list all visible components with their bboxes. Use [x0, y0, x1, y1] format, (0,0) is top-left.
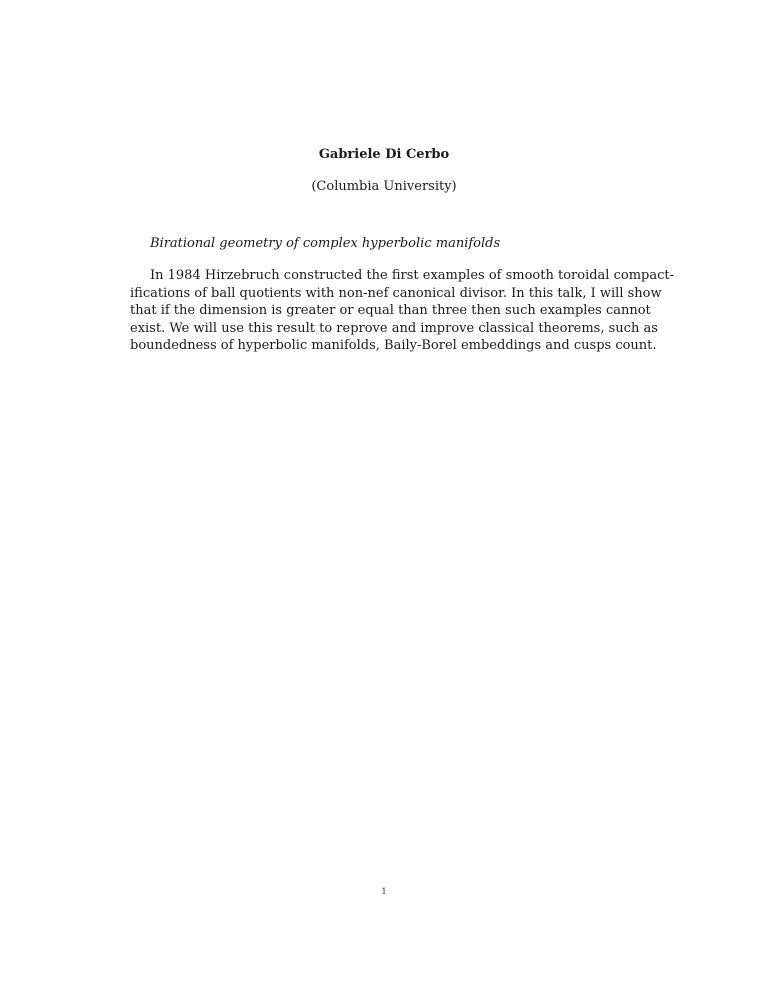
author-name: Gabriele Di Cerbo — [318, 147, 450, 162]
page-number: 1 — [381, 887, 387, 896]
abstract-line: that if the dimension is greater or equal than three then such examples cannot — [130, 303, 651, 318]
abstract-line: boundedness of hyperbolic manifolds, Baily-Borel embeddings and cusps count. — [130, 338, 657, 353]
abstract-line: exist. We will use this result to reprove and improve classical theorems, such as — [130, 320, 658, 336]
abstract-paragraph — [130, 267, 674, 355]
abstract-line: In 1984 Hirzebruch constructed the first examples of smooth toroidal compact- — [150, 268, 674, 283]
talk-title: Birational geometry of complex hyperbolic manifolds — [150, 236, 501, 251]
author-affiliation: (Columbia University) — [311, 179, 457, 194]
abstract-line: ifications of ball quotients with non-nef canonical divisor. In this talk, I will show — [130, 285, 662, 301]
